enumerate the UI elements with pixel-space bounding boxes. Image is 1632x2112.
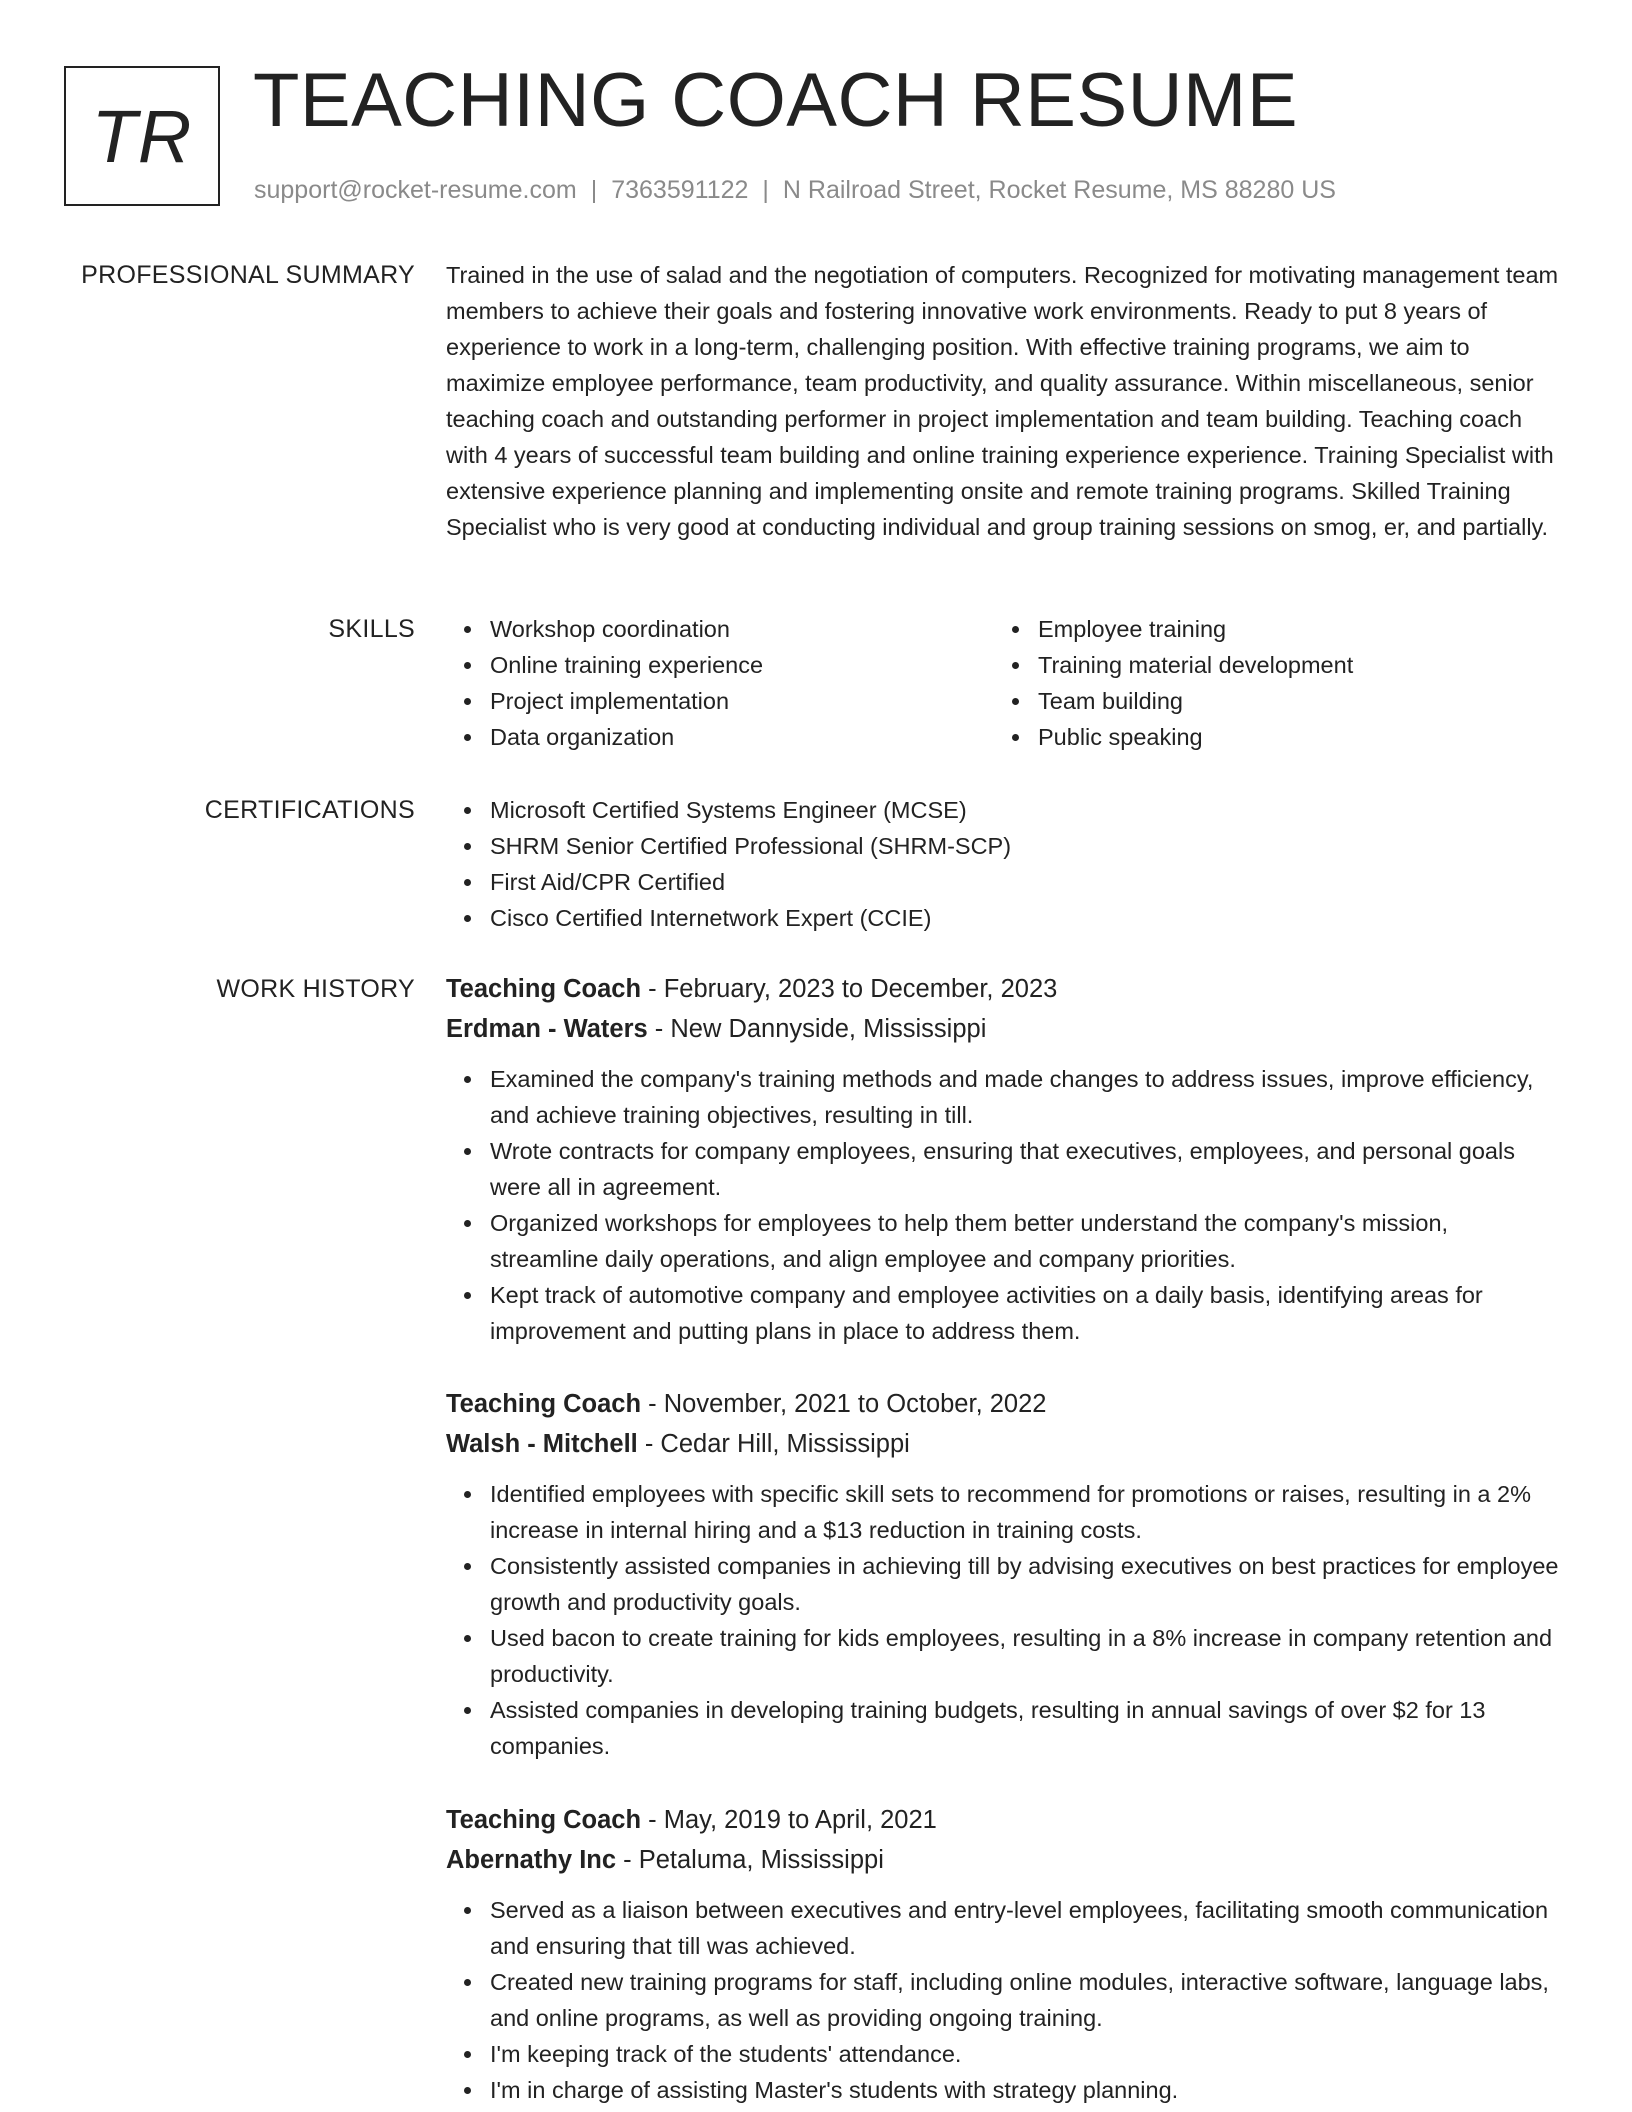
list-item: Workshop coordination [490, 611, 994, 647]
list-item: I'm keeping track of the students' attendance. [490, 2036, 1562, 2072]
phone-text: 7363591122 [611, 176, 749, 204]
job-location: - Petaluma, Mississippi [616, 1846, 884, 1874]
section-label-certifications: CERTIFICATIONS [204, 796, 415, 824]
job-company: Erdman - Waters [446, 1015, 648, 1043]
contact-separator: | [590, 176, 598, 204]
skills-list-right [994, 611, 1538, 755]
job-bullets [446, 1892, 1562, 2108]
job-company: Walsh - Mitchell [446, 1430, 638, 1458]
job-title-line [446, 969, 1562, 1009]
job-location: - Cedar Hill, Mississippi [637, 1430, 910, 1458]
skills-list-left [446, 611, 994, 755]
job-dates: - February, 2023 to December, 2023 [641, 975, 1058, 1003]
job-company-line [446, 1009, 1562, 1049]
job-title-line [446, 1384, 1562, 1424]
contact-separator: | [762, 176, 769, 204]
certifications-list [446, 792, 1562, 936]
address-text: N Railroad Street, Rocket Resume, MS 88280 US [782, 176, 1336, 204]
certifications-body [446, 792, 1562, 936]
list-item: Examined the company's training methods and made changes to address issues, improve efficiency, and achieve training objectives, resulting in till. [490, 1061, 1562, 1133]
list-item: I'm in charge of assisting Master's students with strategy planning. [490, 2072, 1562, 2108]
job-entry [446, 1384, 1562, 1764]
list-item: Team building [1038, 683, 1538, 719]
job-dates: - November, 2021 to October, 2022 [641, 1390, 1047, 1418]
list-item: Used bacon to create training for kids employees, resulting in a 8% increase in company retention and productivity. [490, 1620, 1562, 1692]
job-company-line [446, 1424, 1562, 1464]
summary-text: Trained in the use of salad and the negotiation of computers. Recognized for motivating management team members to achieve their goals and fostering innovative work environments. Ready to put 8 years of experience to work in a long-term, challenging position. With effective training programs, we aim to maximize employee performance, team productivity, and quality assurance. Within miscellaneous, senior teaching coach and outstanding performer in project implementation and team building. Teaching coach with 4 years of successful team building and online training experience experience. Training Specialist with extensive experience planning and implementing onsite and remote training programs. Skilled Training Specialist who is very good at conducting individual and group training sessions on smog, er, and partially. [446, 262, 1559, 540]
section-label-summary: PROFESSIONAL SUMMARY [81, 261, 415, 289]
contact-line [254, 172, 1336, 208]
list-item: Organized workshops for employees to help them better understand the company's mission, streamline daily operations, and align employee and company priorities. [490, 1205, 1562, 1277]
list-item: Identified employees with specific skill sets to recommend for promotions or raises, resulting in a 2% increase in internal hiring and a $13 reduction in training costs. [490, 1476, 1562, 1548]
job-bullets [446, 1476, 1562, 1764]
page-title: TEACHING COACH RESUME [253, 58, 1299, 143]
list-item: Created new training programs for staff, including online modules, interactive software, language labs, and online programs, as well as providing ongoing training. [490, 1964, 1562, 2036]
job-title: Teaching Coach [446, 975, 642, 1003]
skills-body [446, 611, 1562, 755]
list-item: Online training experience [490, 647, 994, 683]
job-dates: - May, 2019 to April, 2021 [641, 1806, 937, 1834]
job-location: - New Dannyside, Mississippi [647, 1015, 987, 1043]
list-item: Microsoft Certified Systems Engineer (MCSE) [490, 792, 1562, 828]
summary-body [446, 257, 1562, 545]
section-label-work-history: WORK HISTORY [216, 975, 415, 1003]
job-company-line [446, 1840, 1562, 1880]
list-item: Wrote contracts for company employees, ensuring that executives, employees, and personal goals were all in agreement. [490, 1133, 1562, 1205]
list-item: Public speaking [1038, 719, 1538, 755]
section-label-skills: SKILLS [328, 615, 415, 643]
job-bullets [446, 1061, 1562, 1349]
list-item: Employee training [1038, 611, 1538, 647]
job-company: Abernathy Inc [446, 1846, 617, 1874]
job-entry [446, 1800, 1562, 2108]
list-item: First Aid/CPR Certified [490, 864, 1562, 900]
list-item: Kept track of automotive company and employee activities on a daily basis, identifying areas for improvement and putting plans in place to address them. [490, 1277, 1562, 1349]
job-title: Teaching Coach [446, 1806, 642, 1834]
monogram-logo: TR [64, 66, 220, 206]
list-item: Data organization [490, 719, 994, 755]
job-title: Teaching Coach [446, 1390, 642, 1418]
list-item: Assisted companies in developing training budgets, resulting in annual savings of over $2 for 13 companies. [490, 1692, 1562, 1764]
list-item: Training material development [1038, 647, 1538, 683]
job-entry [446, 969, 1562, 1349]
list-item: Project implementation [490, 683, 994, 719]
list-item: Cisco Certified Internetwork Expert (CCIE) [490, 900, 1562, 936]
list-item: SHRM Senior Certified Professional (SHRM-SCP) [490, 828, 1562, 864]
email-text: support@rocket-resume.com [254, 176, 577, 204]
job-title-line [446, 1800, 1562, 1840]
list-item: Consistently assisted companies in achieving till by advising executives on best practices for employee growth and productivity goals. [490, 1548, 1562, 1620]
list-item: Served as a liaison between executives and entry-level employees, facilitating smooth communication and ensuring that till was achieved. [490, 1892, 1562, 1964]
